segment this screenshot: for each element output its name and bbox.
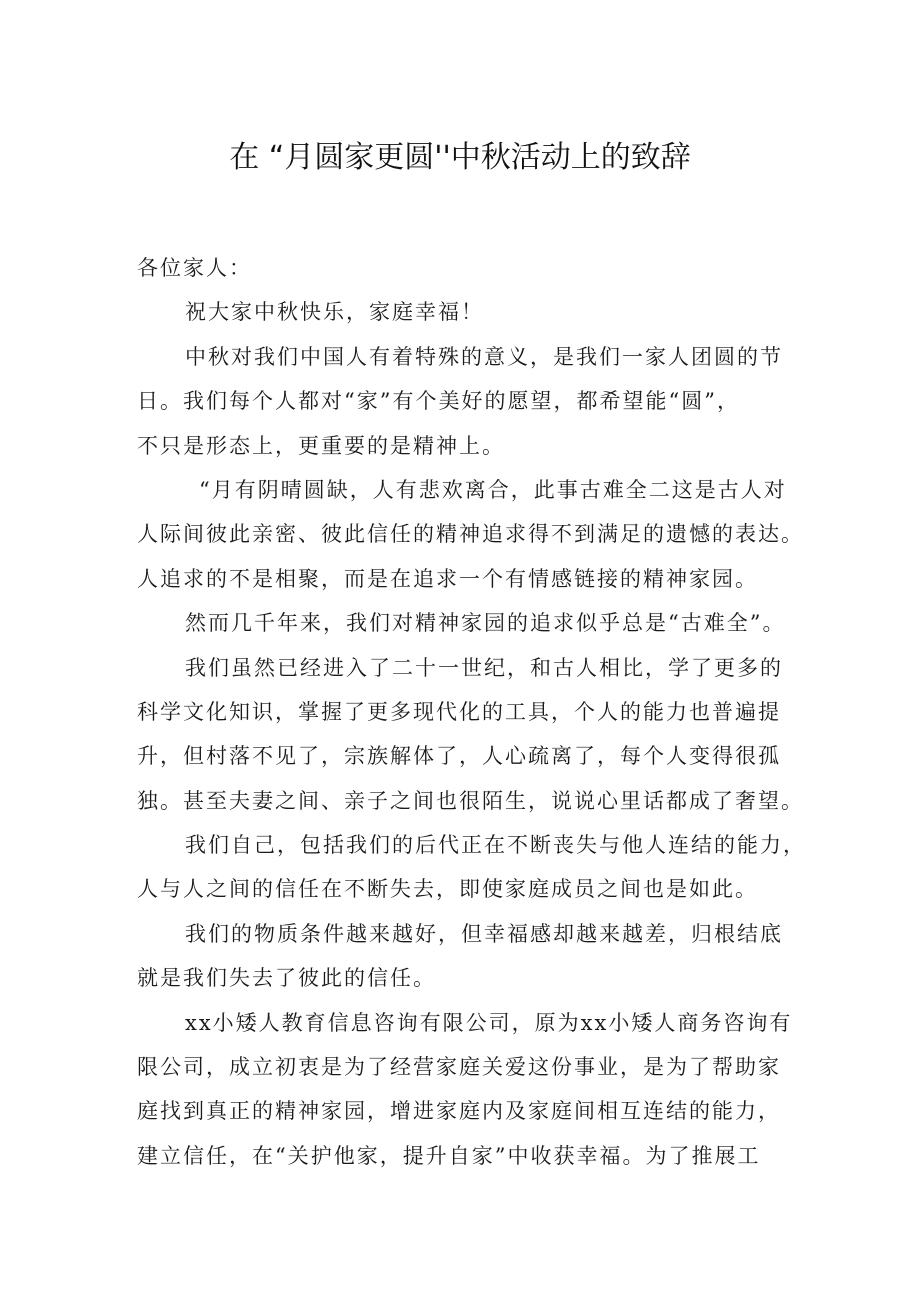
body-line: 人际间彼此亲密、彼此信任的精神追求得不到满足的遗憾的表达。 — [137, 522, 804, 547]
body-line: 人追求的不是相聚，而是在追求一个有情感链接的精神家园。 — [137, 566, 758, 591]
body-line: 我们的物质条件越来越好，但幸福感却越来越差，归根结底 — [185, 921, 783, 946]
body-line: 庭找到真正的精神家园，增进家庭内及家庭间相互连结的能力， — [137, 1099, 781, 1124]
salutation-line: 各位家人： — [137, 256, 252, 280]
body-line: 日。我们每个人都对“家”有个美好的愿望，都希望能“圆”， — [137, 389, 740, 414]
body-line: 我们虽然已经进入了二十一世纪，和古人相比，学了更多的 — [185, 655, 783, 680]
body-line: 中秋对我们中国人有着特殊的意义，是我们一家人团圆的节 — [185, 344, 783, 369]
body-line: “月有阴晴圆缺，人有悲欢离合，此事古难全二这是古人对 — [199, 477, 787, 502]
body-line: 升，但村落不见了，宗族解体了，人心疏离了，每个人变得很孤 — [137, 744, 781, 769]
body-line: 我们自己，包括我们的后代正在不断丧失与他人连结的能力， — [185, 833, 806, 858]
document-body — [137, 246, 806, 1178]
body-line: 然而几千年来，我们对精神家园的追求似乎总是“古难全”。 — [185, 611, 786, 636]
document-title: 在 “月圆家更圆''中秋活动上的致辞 — [229, 140, 691, 175]
greeting-line: 祝大家中秋快乐，家庭幸福！ — [185, 300, 484, 325]
body-line: 不只是形态上，更重要的是精神上。 — [137, 433, 505, 458]
body-line: xx小矮人教育信息咨询有限公司，原为xx小矮人商务咨询有 — [185, 1010, 793, 1035]
body-line: 科学文化知识，掌握了更多现代化的工具，个人的能力也普遍提 — [137, 699, 781, 724]
body-line: 限公司，成立初衷是为了经营家庭关爱这份事业，是为了帮助家 — [137, 1055, 781, 1080]
body-line: 人与人之间的信任在不断失去，即使家庭成员之间也是如此。 — [137, 877, 758, 902]
body-line: 建立信任，在“关护他家，提升自家”中收获幸福。为了推展工 — [137, 1143, 761, 1168]
body-line: 就是我们失去了彼此的信任。 — [137, 966, 436, 991]
body-line: 独。甚至夫妻之间、亲子之间也很陌生，说说心里话都成了奢望。 — [137, 788, 804, 813]
